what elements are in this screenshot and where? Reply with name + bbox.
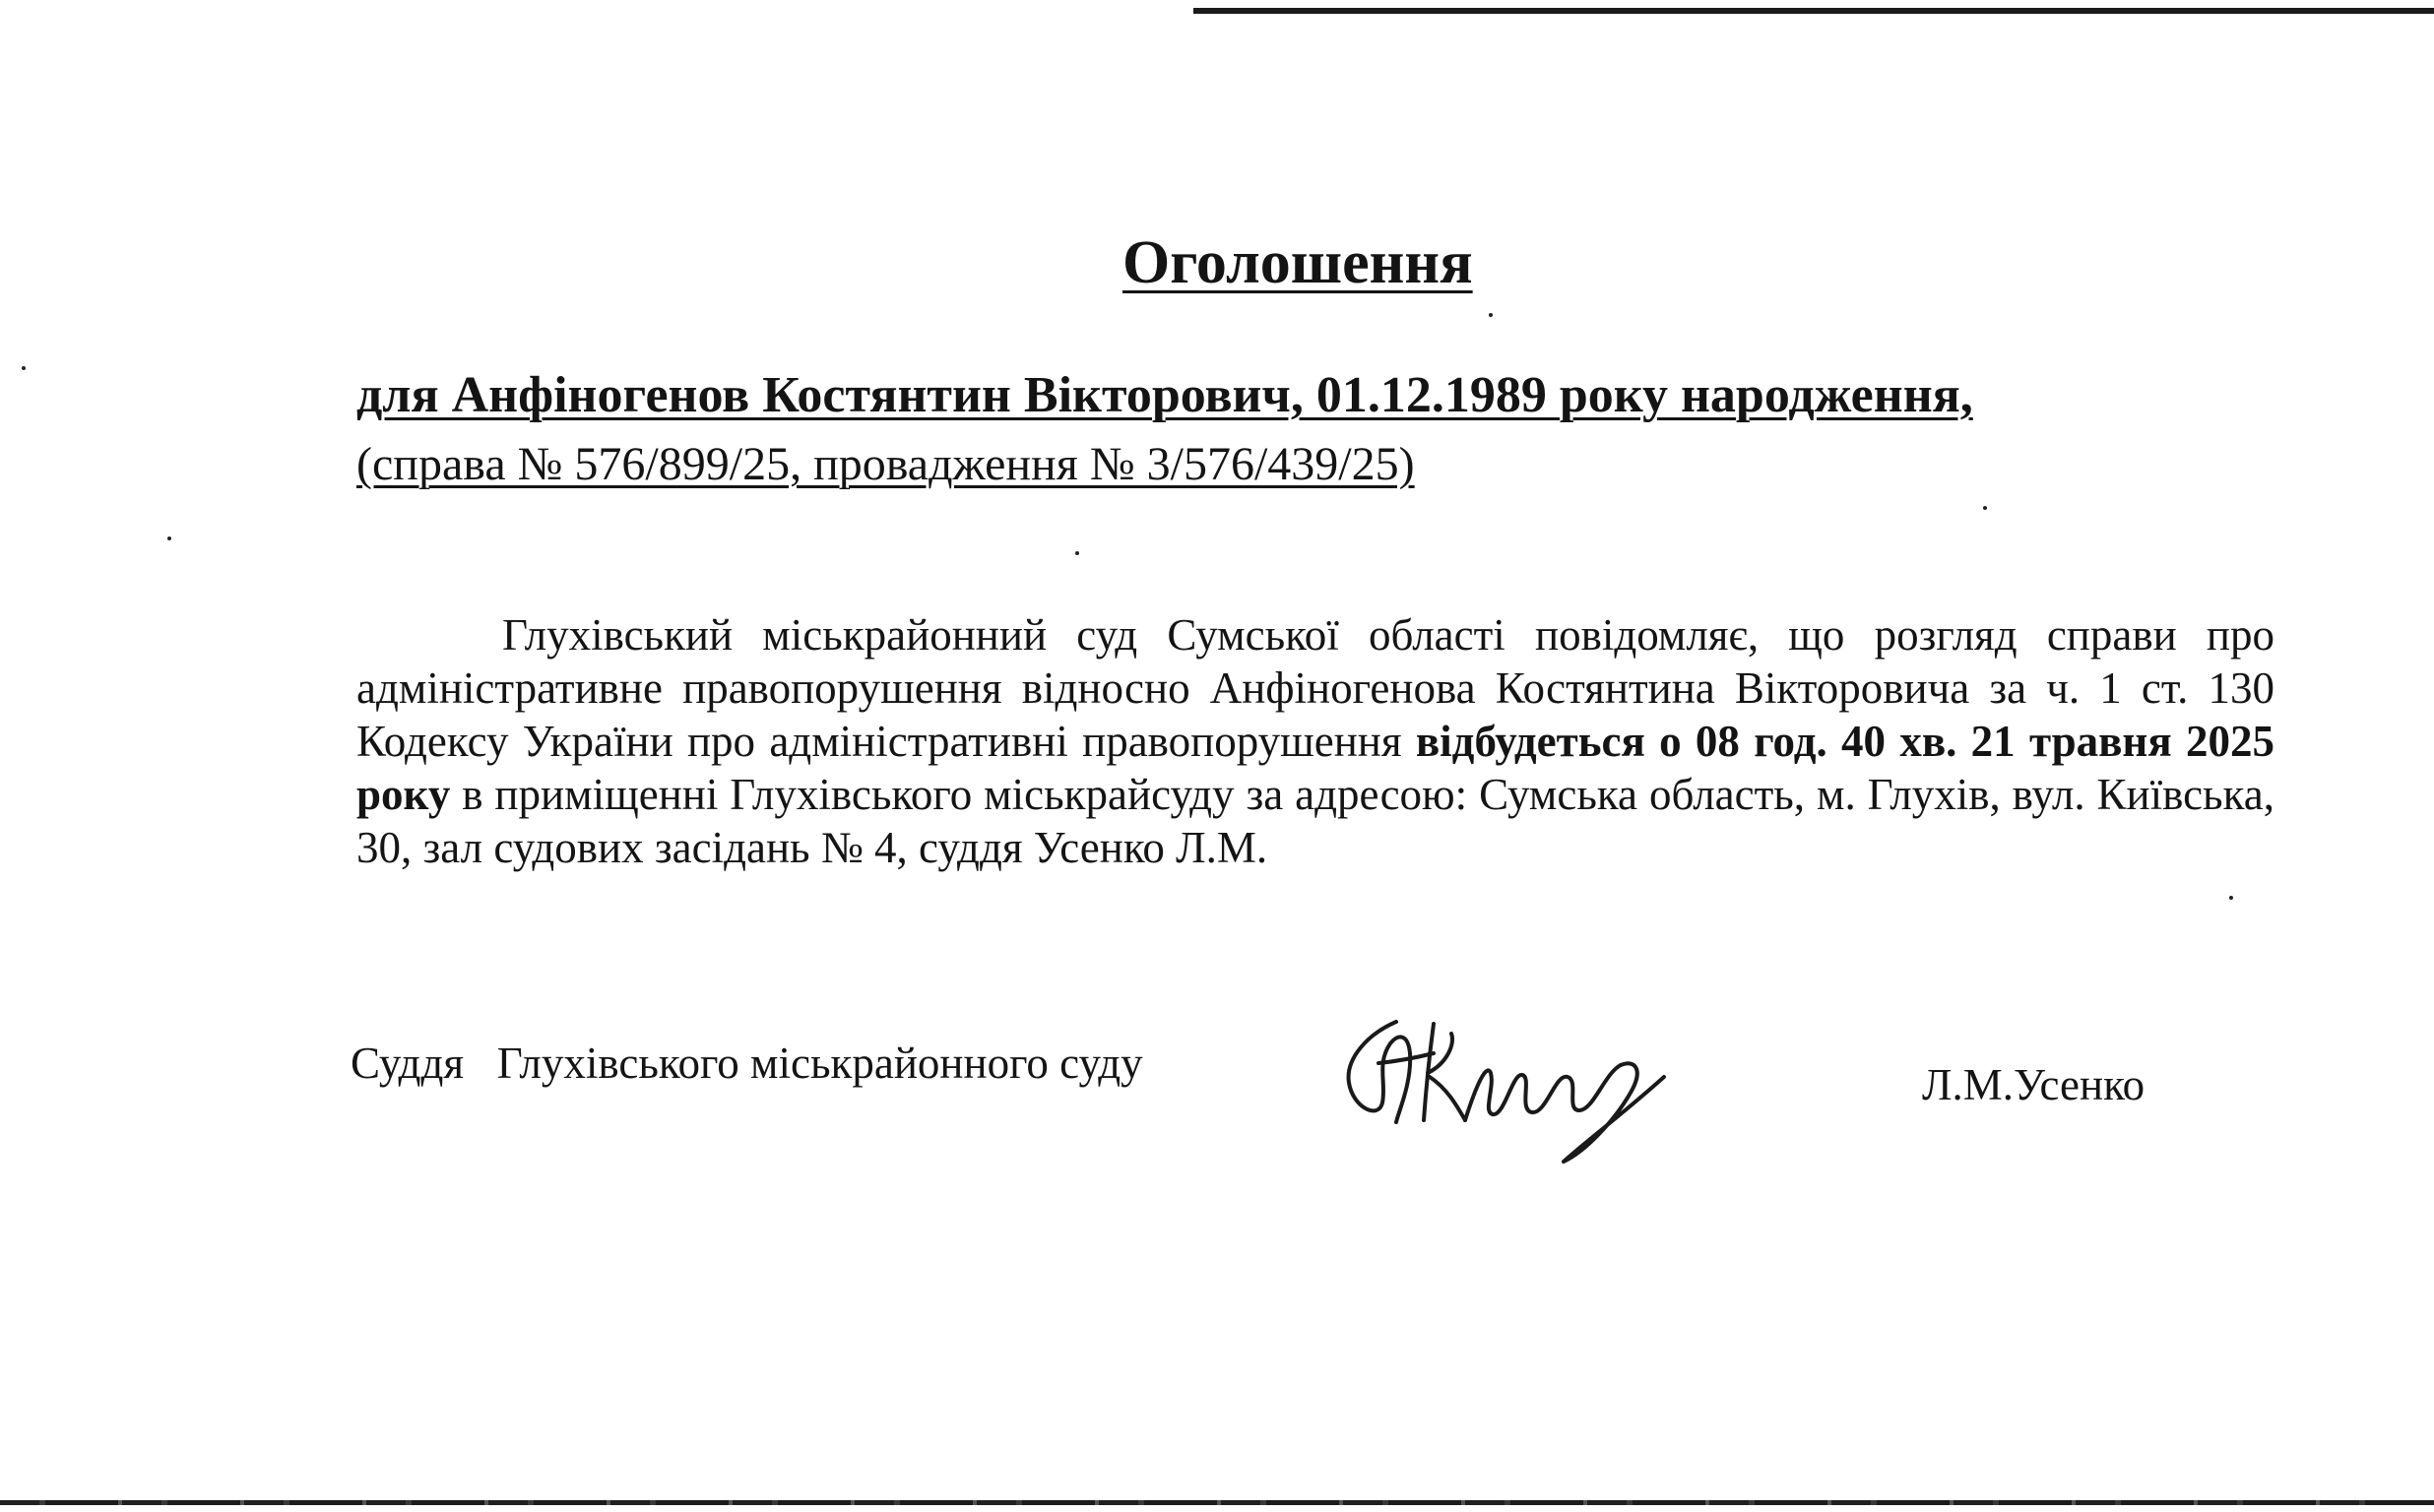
recipient-line: для Анфіногенов Костянтин Вікторович, 01.12.1989 року народження, [356,367,1973,423]
scan-speck [1983,506,1987,510]
scan-speck [1489,313,1493,317]
judge-name: Л.М.Усенко [1922,1060,2146,1109]
scan-speck [1075,551,1079,555]
hearing-time-bold: відбудеться о 08 год. 40 хв. 21 травня 2025 року [356,717,2274,819]
body-text-part-1: Глухівський міськрайонний суд Сумської області повідомляє, що розгляд справи про адміністративне правопорушення відносно Анфіногенова Костянтина Вікторовича за ч. 1 ст. 130 Кодексу України про адміністративні правопорушення [356,610,2274,766]
judge-role: Суддя Глухівського міськрайонного суду [351,1039,1143,1088]
notice-title: Оголошення [1122,229,1473,296]
scan-speck [22,366,26,370]
handwritten-signature [1339,1004,1694,1171]
body-text-part-2: в приміщенні Глухівського міськрайсуду за адресою: Сумська область, м. Глухів, вул. Київська, 30, зал судових засідань № 4, суддя Усенко Л.М. [356,770,2274,872]
case-number-line: (справа № 576/899/25, провадження № 3/576/439/25) [356,438,1415,490]
scan-edge-bottom [0,1500,2434,1505]
scan-speck [167,536,171,540]
scan-speck [2229,896,2233,900]
notice-body [356,608,2274,874]
scan-edge-top [1193,8,2434,14]
